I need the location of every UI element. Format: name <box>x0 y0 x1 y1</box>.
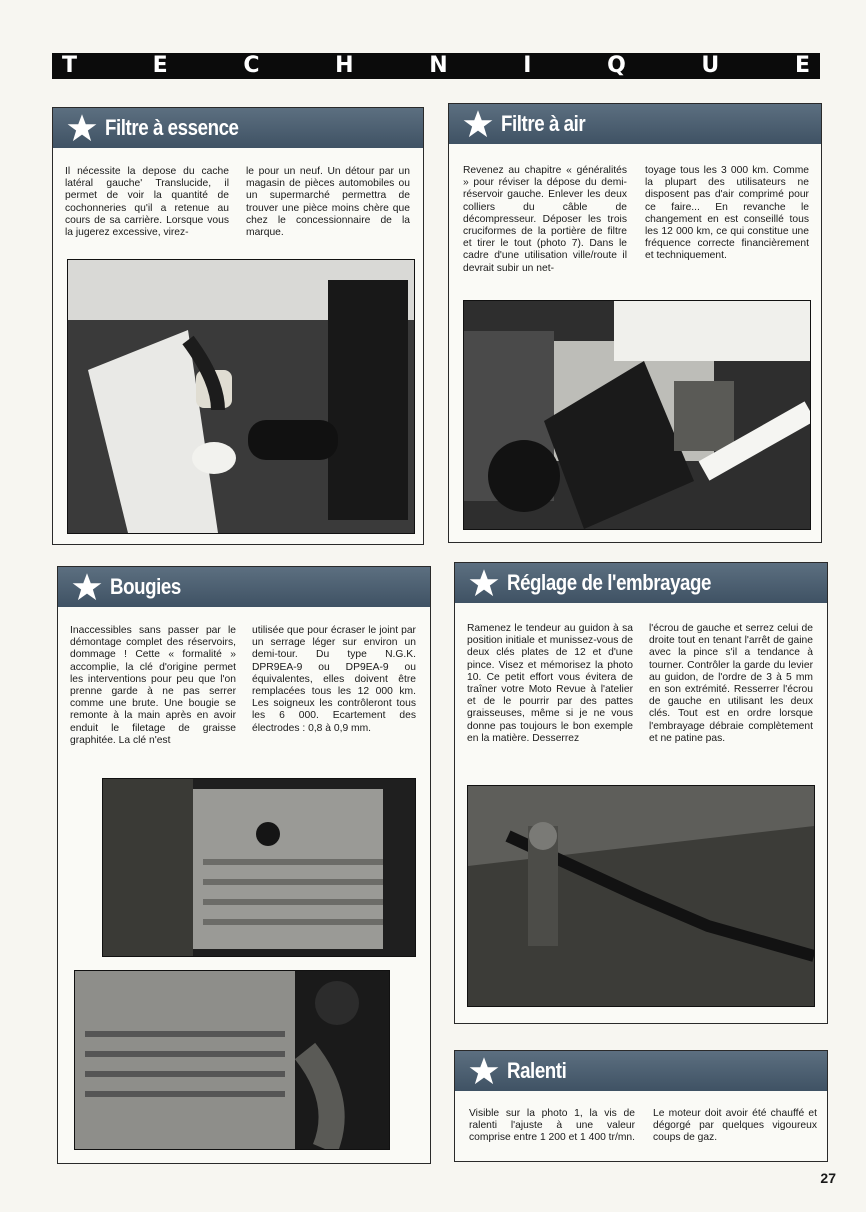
section-header <box>449 104 821 144</box>
section-bougies <box>57 566 431 1164</box>
section-header <box>58 567 430 607</box>
text-column-left: Ramenez le tendeur au guidon à sa position initiale et munissez-vous de deux clés plates de 12 et d'une pince. Visez et mémorisez la photo 10. Ce petit effort vous évitera de traîner votre Moto Revue à l'atelier et de le pourrir par des pattes graisseuses, même si je ne vous donne pas toujours le bon exemple en la matière. Desserrez <box>467 623 633 744</box>
photo-spark-plugs-2 <box>74 970 390 1150</box>
section-filtre-essence <box>52 107 424 545</box>
star-icon <box>463 109 493 139</box>
header-letter: H <box>335 53 354 78</box>
text-column-right: Le moteur doit avoir été chauffé et dégorgé par quelques vigoureux coups de gaz. <box>653 1108 817 1144</box>
star-icon <box>469 1056 499 1086</box>
section-embrayage <box>454 562 828 1024</box>
text-column-right: le pour un neuf. Un détour par un magasin de pièces automobiles ou un supermarché permettra de trouver une pièce moins chère que chez le concessionnaire de la marque. <box>246 166 410 239</box>
text-column-right: l'écrou de gauche et serrez celui de droite tout en tenant l'arrêt de gaine avec la pince s'il a tendance à tourner. Contrôler la garde du levier au guidon, de l'ordre de 3 à 5 mm en son extrémité. Resserrer l'écrou de gauche en utilisant les deux clés. Tout est en ordre lorsque l'embrayage débraie complètement et ne patine pas. <box>649 623 813 744</box>
header-letter: Q <box>607 53 626 78</box>
header-letter: T <box>62 53 78 78</box>
section-header <box>53 108 423 148</box>
section-title: Filtre à essence <box>105 115 239 140</box>
text-column-right: toyage tous les 3 000 km. Comme la plupart des utilisateurs ne disposent pas d'air comprimé pour ce faire... En revanche le changement en est conseillé tous les 12 000 km, ce qui constitue une fréquence correcte financièrement et techniquement. <box>645 165 809 262</box>
text-column-left: Revenez au chapitre « généralités » pour réviser la dépose du demi-réservoir gauche. Enlever les deux colliers du câble de décompresseur. Déposer les trois cruciformes de la portière de filtre et tirer le tout (photo 7). Dans le cadre d'une utilisation ville/route il devrait subir un net- <box>463 165 627 274</box>
photo-spark-plugs-1 <box>102 778 416 957</box>
photo-fuel-filter <box>67 259 415 534</box>
text-column-left: Visible sur la photo 1, la vis de ralenti l'ajuste à une valeur comprise entre 1 200 et 1 400 tr/mn. <box>469 1108 635 1144</box>
section-filtre-air <box>448 103 822 543</box>
star-icon <box>469 568 499 598</box>
section-title: Réglage de l'embrayage <box>507 570 712 595</box>
page-number: 27 <box>820 1170 836 1186</box>
section-ralenti <box>454 1050 828 1162</box>
header-letter: U <box>701 53 720 78</box>
header-letter: E <box>794 53 810 78</box>
section-title: Filtre à air <box>501 111 586 136</box>
photo-clutch-cable <box>467 785 815 1007</box>
section-header <box>455 563 827 603</box>
text-column-left: Il nécessite la depose du cache latéral gauche' Translucide, il permet de voir la quantité de cochonneries qu'il a retenue au cours de sa carrière. Lorsque vous la jugerez excessive, virez- <box>65 166 229 239</box>
star-icon <box>67 113 97 143</box>
text-column-left: Inaccessibles sans passer par le démontage complet des réservoirs, dommage ! Cette « formalité » accomplie, la clé d'origine permet les interventions pour peu que l'on prenne garde à ne pas serrer comme une brute. Une bougie se remonte à la main après en avoir enduit le filetage de graisse graphitée. La clé n'est <box>70 625 236 746</box>
header-letter: N <box>429 53 448 78</box>
technique-header <box>52 53 820 79</box>
header-letter: C <box>243 53 260 78</box>
header-letter: I <box>523 53 532 78</box>
section-title: Bougies <box>110 574 181 599</box>
text-column-right: utilisée que pour écraser le joint par un serrage léger sur environ un demi-tour. Du type N.G.K. DPR9EA-9 ou DP9EA-9 ou équivalentes, elles doivent être remplacées tous les 12 000 km. Les soigneux les contrôleront tous les 6 000. Ecartement des électrodes : 0,8 à 0,9 mm. <box>252 625 416 734</box>
star-icon <box>72 572 102 602</box>
section-header <box>455 1051 827 1091</box>
section-title: Ralenti <box>507 1058 567 1083</box>
header-letter: E <box>152 53 168 78</box>
photo-air-filter <box>463 300 811 530</box>
